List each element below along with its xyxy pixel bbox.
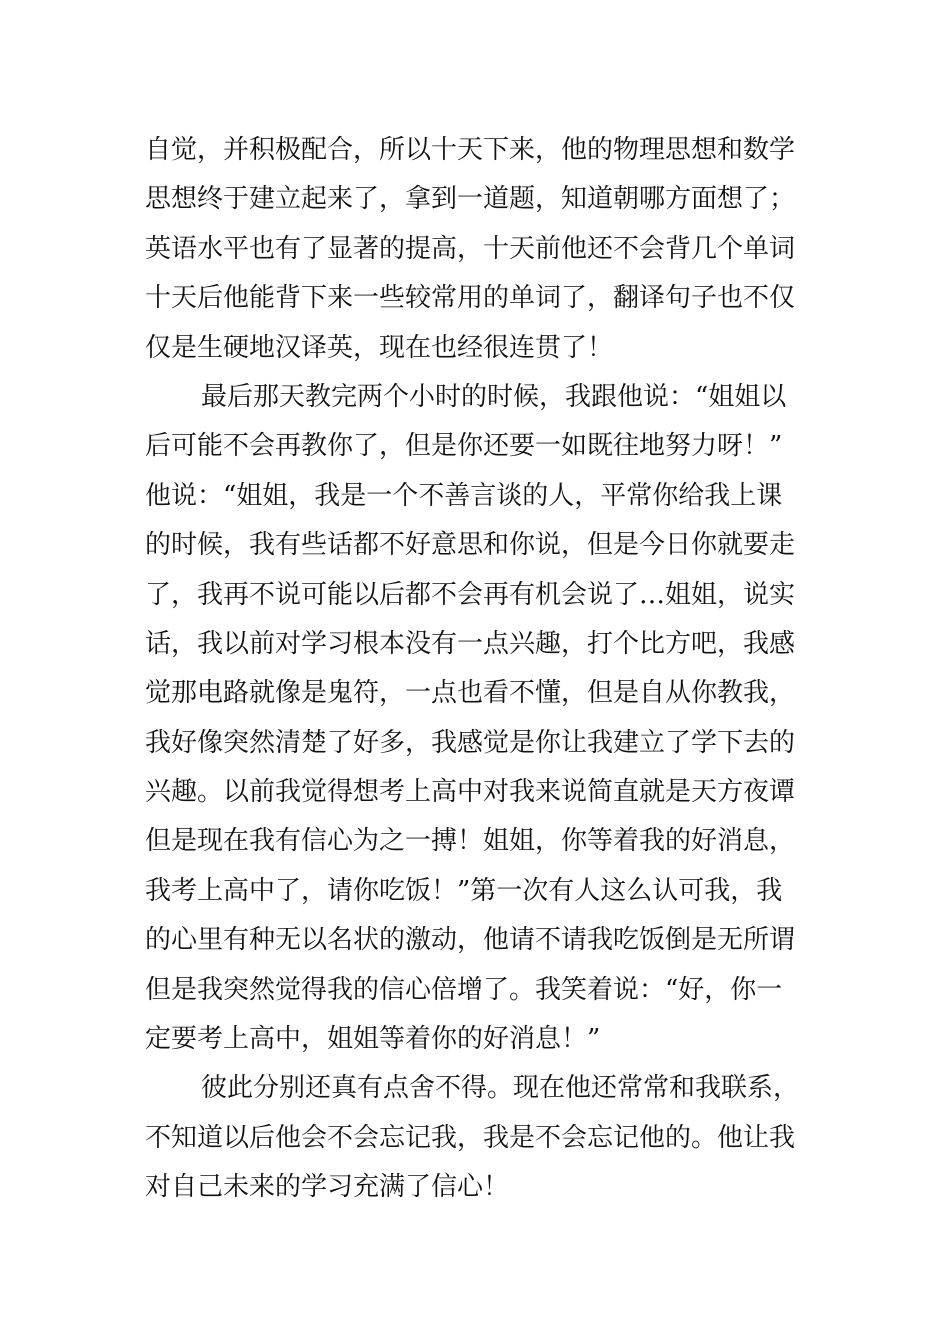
text-line-indented: 彼此分别还真有点舍不得。现在他还常常和我联系， [201,1073,800,1104]
text-line: 觉那电路就像是鬼符，一点也看不懂，但是自从你教我， [145,678,796,709]
text-line: 但是我突然觉得我的信心倍增了。我笑着说：“好，你一 [145,974,783,1005]
text-line: 的心里有种无以名状的激动，他请不请我吃饭倒是无所谓 [145,925,796,956]
text-line: 兴趣。以前我觉得想考上高中对我来说简直就是天方夜谭 [145,777,796,808]
paragraph-1 [145,126,810,373]
text-line: 十天后他能背下来一些较常用的单词了，翻译句子也不仅 [145,283,796,314]
paragraph-3 [145,1064,810,1212]
text-line: 对自己未来的学习充满了信心！ [145,1172,510,1203]
text-line: 仅是生硬地汉译英，现在也经很连贯了！ [145,332,614,363]
text-line: 我好像突然清楚了好多，我感觉是你让我建立了学下去的 [145,727,796,758]
text-line: 话，我以前对学习根本没有一点兴趣，打个比方吧，我感 [145,628,796,659]
text-line: 自觉，并积极配合，所以十天下来，他的物理思想和数学 [145,135,796,165]
text-line: 英语水平也有了显著的提高，十天前他还不会背几个单词 [145,233,796,264]
text-line-indented: 最后那天教完两个小时的时候，我跟他说：“姐姐以 [201,381,787,412]
text-line: 他说：“姐姐，我是一个不善言谈的人，平常你给我上课 [145,480,783,511]
text-line: 我考上高中了，请你吃饭！”第一次有人这么认可我，我 [145,875,783,906]
text-line: 的时候，我有些话都不好意思和你说，但是今日你就要走 [145,530,796,561]
text-line: 了，我再不说可能以后都不会再有机会说了…姐姐，说实 [145,579,796,610]
text-line: 但是现在我有信心为之一搏！姐姐，你等着我的好消息， [145,826,796,857]
text-line: 后可能不会再教你了，但是你还要一如既往地努力呀！” [145,431,783,462]
text-line: 定要考上高中，姐姐等着你的好消息！” [145,1024,601,1055]
text-line: 不知道以后他会不会忘记我，我是不会忘记他的。他让我 [145,1122,796,1153]
paragraph-2 [145,373,810,1064]
text-line: 思想终于建立起来了，拿到一道题，知道朝哪方面想了； [145,184,796,215]
document-body [145,126,810,1213]
